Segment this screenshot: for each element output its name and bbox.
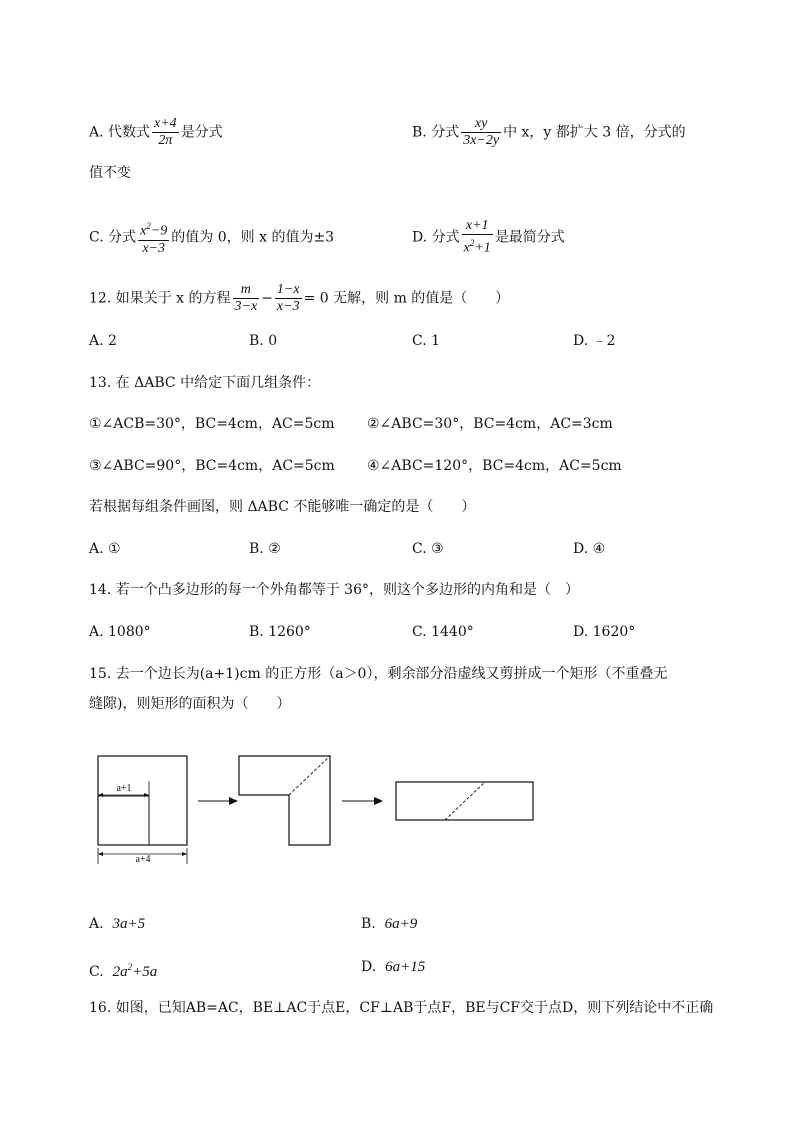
q12-stem: 12. 如果关于 x 的方程 $\frac{m}{3-x}$ − $\frac{1-x}{x-3}$ = 0 无解，则 m 的值是（ ） [89,282,510,314]
q15-option-a: A. 3a+5 [89,916,146,932]
q13-question: 若根据每组条件画图，则 ΔABC 不能够唯一确定的是（ ） [89,499,476,515]
q14-stem: 14. 若一个凸多边形的每一个外角都等于 36°，则这个多边形的内角和是（ ） [89,582,579,598]
q14-option-d: D. 1620° [573,624,636,640]
q13-option-c: C. ③ [412,541,444,557]
rectangle-cut-line [445,782,485,820]
q11-b-fraction: $\frac{xy}{3x-2y}$ [463,116,500,148]
q13-option-d: D. ④ [573,541,606,557]
q11-a-fraction: $\frac{x+4}{2\pi}$ [154,116,177,148]
q13-condition-2: ②∠ABC=30°，BC=4cm，AC=3cm [367,416,613,432]
bottom-dimension-left-arrow [98,852,103,856]
q15-option-d: D. 6a+15 [361,959,426,975]
q15-figure [90,748,550,868]
q13-option-b: B. ② [249,541,281,557]
l-shape-cut-line [289,756,330,795]
label-a-plus-4: a+4 [135,854,151,865]
q14-option-b: B. 1260° [249,624,311,640]
q11-c-fraction: $\frac{x^2-9}{x-3}$ [138,218,169,257]
q12-fraction-1: $\frac{m}{3-x}$ [234,282,258,314]
q11-option-c: C. 分式 $\frac{x^2-9}{x-3}$ 的值为 0，则 x 的值为±3 [89,218,334,257]
q12-option-b: B. 0 [249,333,278,349]
bottom-dimension-right-arrow [182,852,187,856]
arrow-1-head [229,797,238,805]
q13-condition-4: ④∠ABC=120°，BC=4cm，AC=5cm [367,458,622,474]
q15-stem-line-1: 15. 去一个边长为(a+1)cm 的正方形（a＞0），剩余部分沿虚线又剪拼成一个矩形（不重叠无 [89,666,668,682]
q11-option-b-continued: 值不变 [89,165,131,181]
q13-condition-1: ①∠ACB=30°，BC=4cm，AC=5cm [89,416,335,432]
q12-option-a: A. 2 [89,333,117,349]
q15-stem-line-2: 缝隙)，则矩形的面积为（ ） [89,696,291,712]
q12-option-c: C. 1 [412,333,441,349]
q11-option-b: B. 分式 $\frac{xy}{3x-2y}$ 中 x，y 都扩大 3 倍，分式的 [412,116,686,148]
q11-option-a: A. 代数式 $\frac{x+4}{2\pi}$ 是分式 [89,116,223,148]
outer-square [98,756,187,845]
label-a-plus-1: a+1 [116,783,132,794]
q12-option-d: D. ﹣2 [573,333,616,349]
q15-option-c: C. $2a^2+5a$ [89,962,158,980]
q13-condition-3: ③∠ABC=90°，BC=4cm，AC=5cm [89,458,335,474]
q13-option-a: A. ① [89,541,121,557]
q14-option-c: C. 1440° [412,624,474,640]
q11-d-fraction: $\frac{x+1}{x^2+1}$ [463,218,491,256]
q11-option-d: D. 分式 $\frac{x+1}{x^2+1}$ 是最简分式 [412,218,565,256]
q12-fraction-2: $\frac{1-x}{x-3}$ [276,282,300,314]
arrow-2-head [374,797,383,805]
q15-option-b: B. 6a+9 [361,916,418,932]
q13-stem: 13. 在 ΔABC 中给定下面几组条件： [89,375,321,391]
q14-option-a: A. 1080° [89,624,151,640]
q16-stem: 16. 如图，已知AB=AC，BE⊥AC于点E，CF⊥AB于点F，BE与CF交于点D，则下列结论中不正确 [89,1000,714,1016]
